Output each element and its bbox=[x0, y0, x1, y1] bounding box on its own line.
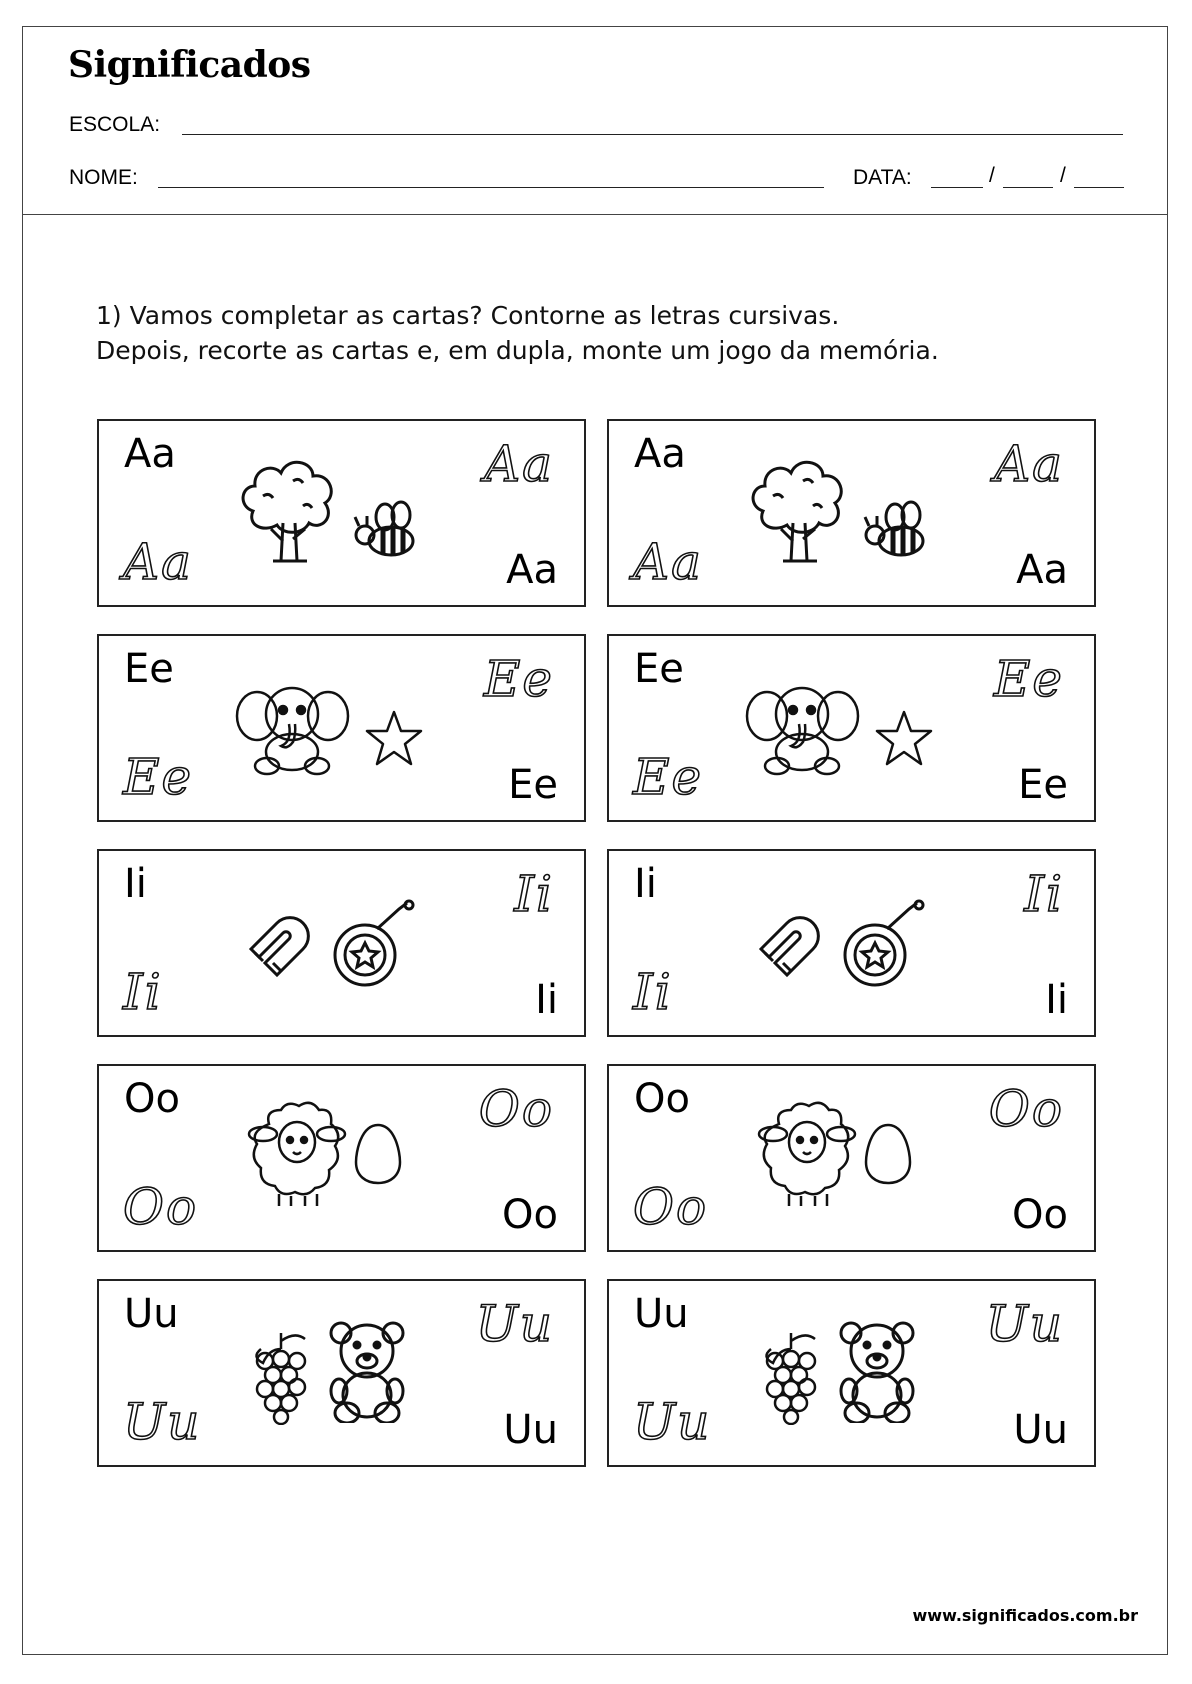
magnet-icon bbox=[237, 901, 321, 989]
letter-card[interactable] bbox=[97, 1064, 586, 1252]
yoyo-icon bbox=[837, 897, 927, 997]
name-field-line[interactable] bbox=[158, 187, 824, 188]
footer-url: www.significados.com.br bbox=[912, 1606, 1138, 1625]
bee-icon bbox=[351, 495, 423, 571]
letter-card[interactable] bbox=[97, 1279, 586, 1467]
sheep-icon bbox=[749, 1096, 865, 1216]
date-separator: / bbox=[989, 164, 995, 187]
letter-card[interactable] bbox=[97, 634, 586, 822]
cursive-trace-bottom[interactable]: Ii bbox=[633, 963, 673, 1021]
card-letters-top: Aa bbox=[634, 431, 686, 477]
cursive-trace-bottom[interactable]: Ee bbox=[633, 748, 704, 806]
tree-icon bbox=[233, 451, 343, 575]
star-icon bbox=[873, 708, 935, 772]
card-letters-bottom: Uu bbox=[1013, 1407, 1068, 1453]
instructions bbox=[96, 298, 939, 368]
card-letters-bottom: Ee bbox=[1018, 762, 1068, 808]
date-day-line[interactable] bbox=[931, 187, 983, 188]
cursive-trace-bottom[interactable]: Aa bbox=[123, 533, 193, 591]
letter-card[interactable] bbox=[607, 419, 1096, 607]
card-letters-bottom: Ee bbox=[508, 762, 558, 808]
school-label: ESCOLA: bbox=[69, 113, 161, 136]
date-separator: / bbox=[1060, 164, 1066, 187]
school-field-line[interactable] bbox=[182, 134, 1123, 135]
cursive-trace-top[interactable]: Oo bbox=[478, 1080, 554, 1138]
yoyo-icon bbox=[327, 897, 417, 997]
cursive-trace-top[interactable]: Uu bbox=[475, 1295, 554, 1353]
letter-card[interactable] bbox=[607, 634, 1096, 822]
letter-card[interactable] bbox=[97, 419, 586, 607]
cursive-trace-top[interactable]: Oo bbox=[988, 1080, 1064, 1138]
date-year-line[interactable] bbox=[1074, 187, 1124, 188]
star-icon bbox=[363, 708, 425, 772]
cursive-trace-bottom[interactable]: Ee bbox=[123, 748, 194, 806]
brand-logo: Significados bbox=[68, 44, 311, 86]
date-label: DATA: bbox=[853, 166, 912, 189]
egg-icon bbox=[353, 1122, 403, 1190]
cursive-trace-bottom[interactable]: Oo bbox=[123, 1178, 199, 1236]
cursive-trace-top[interactable]: Ii bbox=[1024, 865, 1064, 923]
cursive-trace-top[interactable]: Uu bbox=[985, 1295, 1064, 1353]
cursive-trace-top[interactable]: Aa bbox=[484, 435, 554, 493]
teddy-bear-icon bbox=[325, 1319, 409, 1427]
instruction-line-2: Depois, recorte as cartas e, em dupla, monte um jogo da memória. bbox=[96, 336, 939, 365]
cursive-trace-bottom[interactable]: Aa bbox=[633, 533, 703, 591]
elephant-icon bbox=[235, 676, 350, 780]
cursive-trace-bottom[interactable]: Ii bbox=[123, 963, 163, 1021]
teddy-bear-icon bbox=[835, 1319, 919, 1427]
grapes-icon bbox=[247, 1329, 313, 1429]
card-letters-top: Ee bbox=[634, 646, 684, 692]
card-letters-bottom: Aa bbox=[506, 547, 558, 593]
egg-icon bbox=[863, 1122, 913, 1190]
grapes-icon bbox=[757, 1329, 823, 1429]
cursive-trace-top[interactable]: Ee bbox=[993, 650, 1064, 708]
letter-card[interactable] bbox=[607, 1279, 1096, 1467]
instruction-line-1: 1) Vamos completar as cartas? Contorne as letras cursivas. bbox=[96, 301, 840, 330]
letter-card[interactable] bbox=[607, 1064, 1096, 1252]
card-letters-bottom: Uu bbox=[503, 1407, 558, 1453]
cursive-trace-bottom[interactable]: Uu bbox=[633, 1393, 712, 1451]
card-letters-top: Oo bbox=[124, 1076, 180, 1122]
name-label: NOME: bbox=[69, 166, 138, 189]
bee-icon bbox=[861, 495, 933, 571]
elephant-icon bbox=[745, 676, 860, 780]
card-letters-bottom: Oo bbox=[1012, 1192, 1068, 1238]
header-divider bbox=[22, 214, 1168, 215]
magnet-icon bbox=[747, 901, 831, 989]
cursive-trace-bottom[interactable]: Uu bbox=[123, 1393, 202, 1451]
card-letters-top: Uu bbox=[634, 1291, 689, 1337]
letter-card[interactable] bbox=[97, 849, 586, 1037]
card-letters-top: Aa bbox=[124, 431, 176, 477]
card-letters-bottom: Aa bbox=[1016, 547, 1068, 593]
card-letters-top: Ii bbox=[634, 861, 657, 907]
card-letters-bottom: Ii bbox=[535, 977, 558, 1023]
sheep-icon bbox=[239, 1096, 355, 1216]
letter-card[interactable] bbox=[607, 849, 1096, 1037]
card-letters-top: Uu bbox=[124, 1291, 179, 1337]
card-letters-bottom: Oo bbox=[502, 1192, 558, 1238]
card-letters-bottom: Ii bbox=[1045, 977, 1068, 1023]
cursive-trace-top[interactable]: Ee bbox=[483, 650, 554, 708]
card-letters-top: Ee bbox=[124, 646, 174, 692]
tree-icon bbox=[743, 451, 853, 575]
card-letters-top: Ii bbox=[124, 861, 147, 907]
cursive-trace-top[interactable]: Aa bbox=[994, 435, 1064, 493]
card-letters-top: Oo bbox=[634, 1076, 690, 1122]
cursive-trace-bottom[interactable]: Oo bbox=[633, 1178, 709, 1236]
date-month-line[interactable] bbox=[1003, 187, 1053, 188]
cursive-trace-top[interactable]: Ii bbox=[514, 865, 554, 923]
